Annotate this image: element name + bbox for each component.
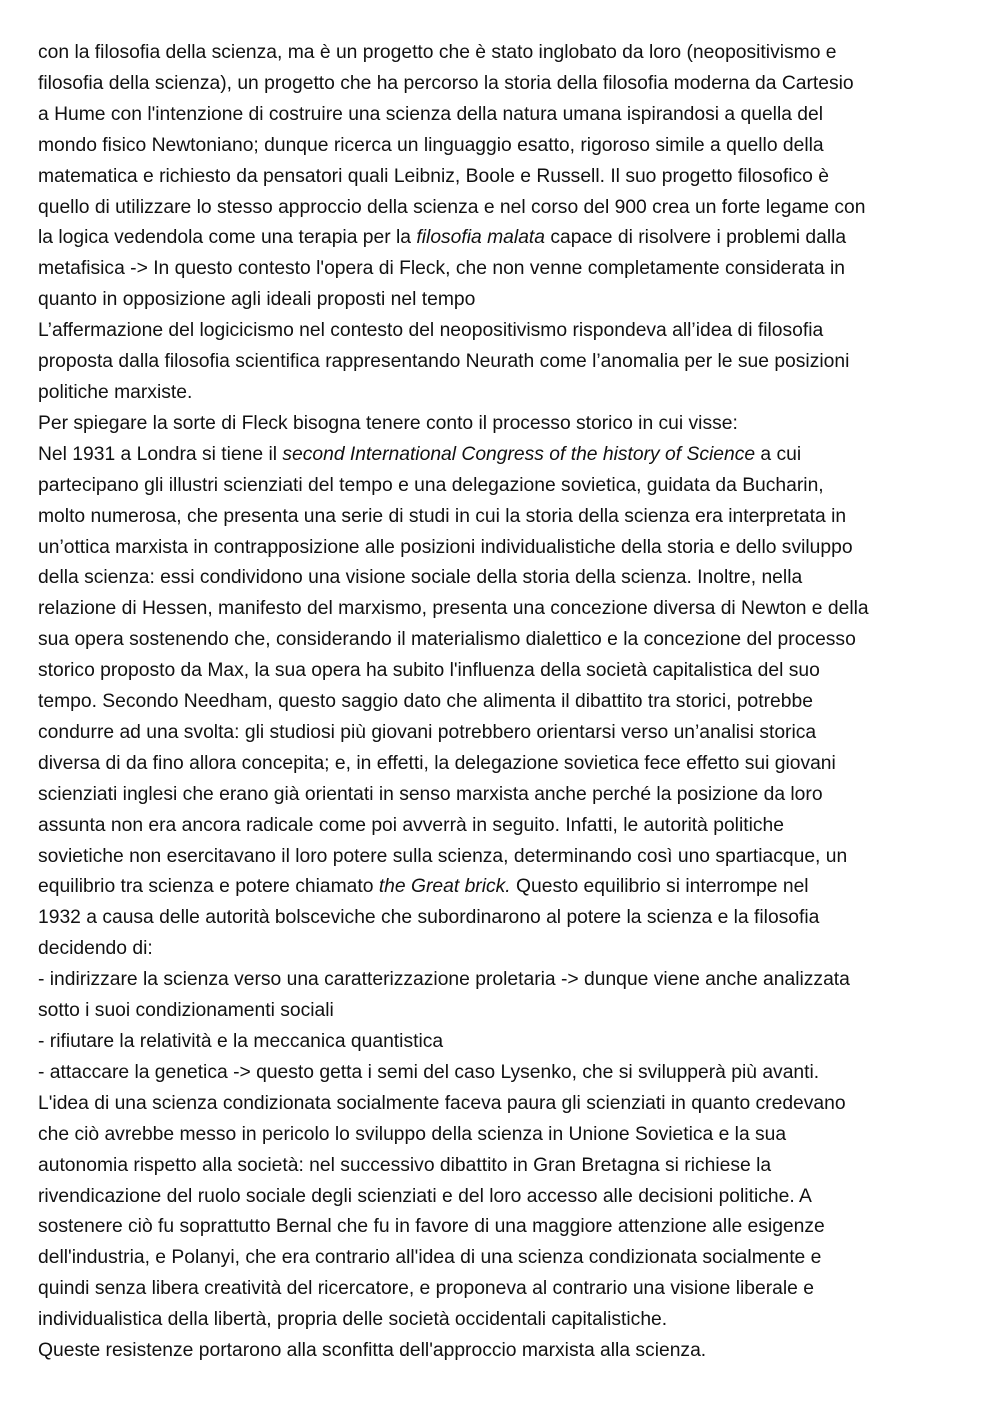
text-line: assunta non era ancora radicale come poi avverrà in seguito. Infatti, le autorità politiche [38, 814, 784, 836]
text-line: scienziati inglesi che erano già orientati in senso marxista anche perché la posizione da loro [38, 783, 823, 805]
text-run: la logica vedendola come una terapia per la [38, 227, 417, 249]
text-line: proposta dalla filosofia scientifica rappresentando Neurath come l’anomalia per le sue posizioni [38, 351, 850, 373]
text-line: dell'industria, e Polanyi, che era contrario all'idea di una scienza condizionata socialmente e [38, 1247, 822, 1269]
text-line: mondo fisico Newtoniano; dunque ricerca un linguaggio esatto, rigoroso simile a quello della [38, 134, 824, 156]
text-line: della scienza: essi condividono una visione sociale della storia della scienza. Inoltre, nella [38, 567, 803, 589]
italic-term: the Great brick. [378, 876, 511, 898]
text-line: 1932 a causa delle autorità bolsceviche che subordinarono al potere la scienza e la filosofia [38, 907, 820, 929]
text-line: L'idea di una scienza condizionata socialmente faceva paura gli scienziati in quanto credevano [38, 1092, 846, 1114]
text-line: molto numerosa, che presenta una serie di studi in cui la storia della scienza era interpretata in [38, 505, 847, 527]
text-run: equilibrio tra scienza e potere chiamato [38, 876, 379, 898]
italic-term: second International Congress of the history of Science [282, 443, 756, 465]
text-line: sostenere ciò fu soprattutto Bernal che fu in favore di una maggiore attenzione alle esigenze [38, 1216, 825, 1238]
italic-term: filosofia malata [416, 227, 545, 249]
document-page [38, 38, 968, 1367]
text-line: partecipano gli illustri scienziati del tempo e una delegazione sovietica, guidata da Bucharin, [38, 474, 824, 496]
text-line [38, 223, 968, 254]
text-line: Per spiegare la sorte di Fleck bisogna tenere conto il processo storico in cui visse: [38, 412, 738, 434]
paragraph-4 [38, 440, 968, 965]
text-line: sua opera sostenendo che, considerando il materialismo dialettico e la concezione del processo [38, 629, 856, 651]
paragraph-5 [38, 1089, 968, 1336]
text-line: quello di utilizzare lo stesso approccio della scienza e nel corso del 900 crea un forte legame con [38, 196, 866, 218]
dash-list [38, 965, 968, 1089]
text-line: filosofia della scienza), un progetto che ha percorso la storia della filosofia moderna da Cartesio [38, 72, 854, 94]
text-line: quanto in opposizione agli ideali proposti nel tempo [38, 289, 476, 311]
text-line: politiche marxiste. [38, 381, 193, 403]
text-line: rivendicazione del ruolo sociale degli scienziati e del loro accesso alle decisioni politiche. A [38, 1185, 812, 1207]
text-line: diversa di da fino allora concepita; e, in effetti, la delegazione sovietica fece effetto sui giovani [38, 752, 836, 774]
text-line: autonomia rispetto alla società: nel successivo dibattito in Gran Bretagna si richiese la [38, 1154, 772, 1176]
text-line [38, 872, 968, 903]
paragraph-1 [38, 38, 968, 316]
list-item: - rifiutare la relatività e la meccanica quantistica [38, 1031, 444, 1052]
text-run: a cui [755, 443, 802, 465]
text-line: tempo. Secondo Needham, questo saggio dato che alimenta il dibattito tra storici, potrebbe [38, 691, 813, 713]
paragraph-2 [38, 316, 968, 409]
text-line: che ciò avrebbe messo in pericolo lo sviluppo della scienza in Unione Sovietica e la sua [38, 1123, 787, 1145]
text-line: L’affermazione del logicicismo nel contesto del neopositivismo rispondeva all’idea di filosofia [38, 320, 824, 342]
text-line: individualistica della libertà, propria delle società occidentali capitalistiche. [38, 1309, 668, 1331]
text-line: condurre ad una svolta: gli studiosi più giovani potrebbero orientarsi verso un’analisi storica [38, 721, 817, 743]
text-line: un’ottica marxista in contrapposizione alle posizioni individualistiche della storia e dello sviluppo [38, 536, 853, 558]
text-line: con la filosofia della scienza, ma è un progetto che è stato inglobato da loro (neopositivismo e [38, 42, 837, 63]
text-line: relazione di Hessen, manifesto del marxismo, presenta una concezione diversa di Newton e della [38, 598, 869, 620]
text-line: quindi senza libera creatività del ricercatore, e proponeva al contrario una visione liberale e [38, 1278, 814, 1300]
text-run: Questo equilibrio si interrompe nel [510, 876, 809, 898]
text-line: storico proposto da Max, la sua opera ha subito l'influenza della società capitalistica del suo [38, 660, 820, 682]
list-item: - indirizzare la scienza verso una caratterizzazione proletaria -> dunque viene anche analizzata [38, 969, 850, 991]
text-line: decidendo di: [38, 938, 153, 960]
paragraph-6 [38, 1336, 968, 1367]
list-item: - attaccare la genetica -> questo getta i semi del caso Lysenko, che si svilupperà più avanti. [38, 1061, 820, 1083]
text-line: sovietiche non esercitavano il loro potere sulla scienza, determinando così uno spartiacque, un [38, 845, 848, 867]
text-run: capace di risolvere i problemi dalla [545, 227, 847, 249]
text-line: a Hume con l'intenzione di costruire una scienza della natura umana ispirandosi a quella del [38, 103, 824, 125]
paragraph-3 [38, 409, 968, 440]
text-line: Queste resistenze portarono alla sconfitta dell'approccio marxista alla scienza. [38, 1340, 707, 1362]
text-line: metafisica -> In questo contesto l'opera di Fleck, che non venne completamente considerata in [38, 258, 845, 280]
text-line [38, 440, 968, 471]
text-run: Nel 1931 a Londra si tiene il [38, 443, 283, 465]
text-line: matematica e richiesto da pensatori quali Leibniz, Boole e Russell. Il suo progetto filosofico è [38, 165, 829, 187]
list-item-continuation: sotto i suoi condizionamenti sociali [38, 1000, 334, 1022]
